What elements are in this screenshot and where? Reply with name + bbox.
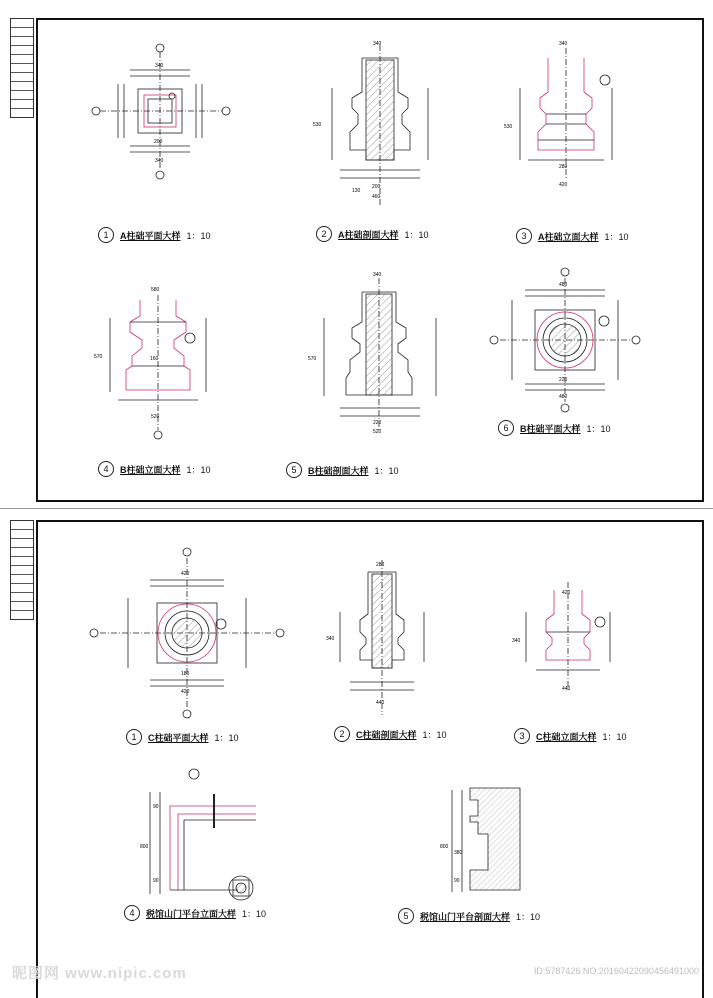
dim-p5-b: 90 [454, 878, 460, 884]
detail-b-plan [490, 268, 640, 412]
caption-c-section: 2 C柱础剖面大样 1：10 [334, 726, 447, 742]
caption-a-elevation: 3 A柱础立面大样 1：10 [516, 228, 629, 244]
detail-b-section [324, 278, 436, 430]
caption-b-elevation: 4 B柱础立面大样 1：10 [98, 461, 211, 477]
sheet-2-drawings [0, 510, 713, 993]
dim-d2-height: 530 [313, 122, 322, 128]
dim-d3-top: 340 [559, 41, 568, 47]
dim-d1-bottom: 340 [155, 158, 164, 164]
dim-c2-height: 340 [326, 636, 335, 642]
drawing-sheet-2 [0, 510, 713, 993]
dim-c3-bottom: 440 [562, 686, 571, 692]
dim-c1-mid: 180 [181, 671, 190, 677]
caption-platform-elevation: 4 税馆山门平台立面大样 1：10 [124, 905, 266, 921]
dim-p5-height: 800 [440, 844, 449, 850]
dim-d2-bottom: 460 [372, 194, 381, 200]
dim-d5-bottom: 520 [373, 429, 382, 435]
dim-d5-top: 340 [373, 272, 382, 278]
dim-d2-top: 340 [373, 41, 382, 47]
dim-c1-bottom: 420 [181, 689, 190, 695]
dim-d3-bottom: 420 [559, 182, 568, 188]
dim-d6-top: 480 [559, 282, 568, 288]
caption-c-elevation: 3 C柱础立面大样 1：10 [514, 728, 627, 744]
detail-a-section [332, 45, 428, 205]
dim-d5-mid: 220 [373, 420, 382, 426]
dim-d2-b2: 130 [352, 188, 361, 194]
caption-a-plan: 1 A柱础平面大样 1：10 [98, 227, 211, 243]
dim-d4-mid: 160 [150, 356, 159, 362]
dim-p4-height: 800 [140, 844, 149, 850]
dim-d4-bottom: 520 [151, 414, 160, 420]
dim-p4-a: 90 [153, 804, 159, 810]
detail-c-section [340, 560, 424, 715]
dim-d1-mid: 200 [154, 139, 163, 145]
dim-p5-a: 380 [454, 850, 463, 856]
caption-b-plan: 6 B柱础平面大样 1：10 [498, 420, 611, 436]
dim-d4-top: 580 [151, 287, 160, 293]
watermark-id: ID:5787426 NO:20160422090456491000 [533, 966, 699, 976]
dim-d6-bottom: 480 [559, 394, 568, 400]
dim-d2-b3: 200 [372, 184, 381, 190]
dim-d3-height: 530 [504, 124, 513, 130]
dim-c2-top: 280 [376, 562, 385, 568]
dim-c3-height: 340 [512, 638, 521, 644]
dim-c1-top: 420 [181, 571, 190, 577]
detail-platform-elevation [150, 769, 256, 900]
dim-d6-mid: 220 [559, 377, 568, 383]
caption-platform-section: 5 税馆山门平台剖面大样 1：10 [398, 908, 540, 924]
dim-c3-top: 420 [562, 590, 571, 596]
caption-b-section: 5 B柱础剖面大样 1：10 [286, 462, 399, 478]
caption-c-plan: 1 C柱础平面大样 1：10 [126, 729, 239, 745]
detail-platform-section [452, 788, 520, 892]
watermark-nipic: 昵图网 www.nipic.com [12, 965, 187, 982]
caption-a-section: 2 A柱础剖面大样 1：10 [316, 226, 429, 242]
dim-p4-b: 90 [153, 878, 159, 884]
dim-d4-height: 570 [94, 354, 103, 360]
detail-a-elevation [520, 48, 612, 180]
dim-d3-b1: 280 [559, 164, 568, 170]
dim-c2-bottom: 440 [376, 700, 385, 706]
dim-d5-height: 570 [308, 356, 317, 362]
dim-d1-top: 340 [155, 63, 164, 69]
detail-c-elevation [526, 582, 610, 690]
